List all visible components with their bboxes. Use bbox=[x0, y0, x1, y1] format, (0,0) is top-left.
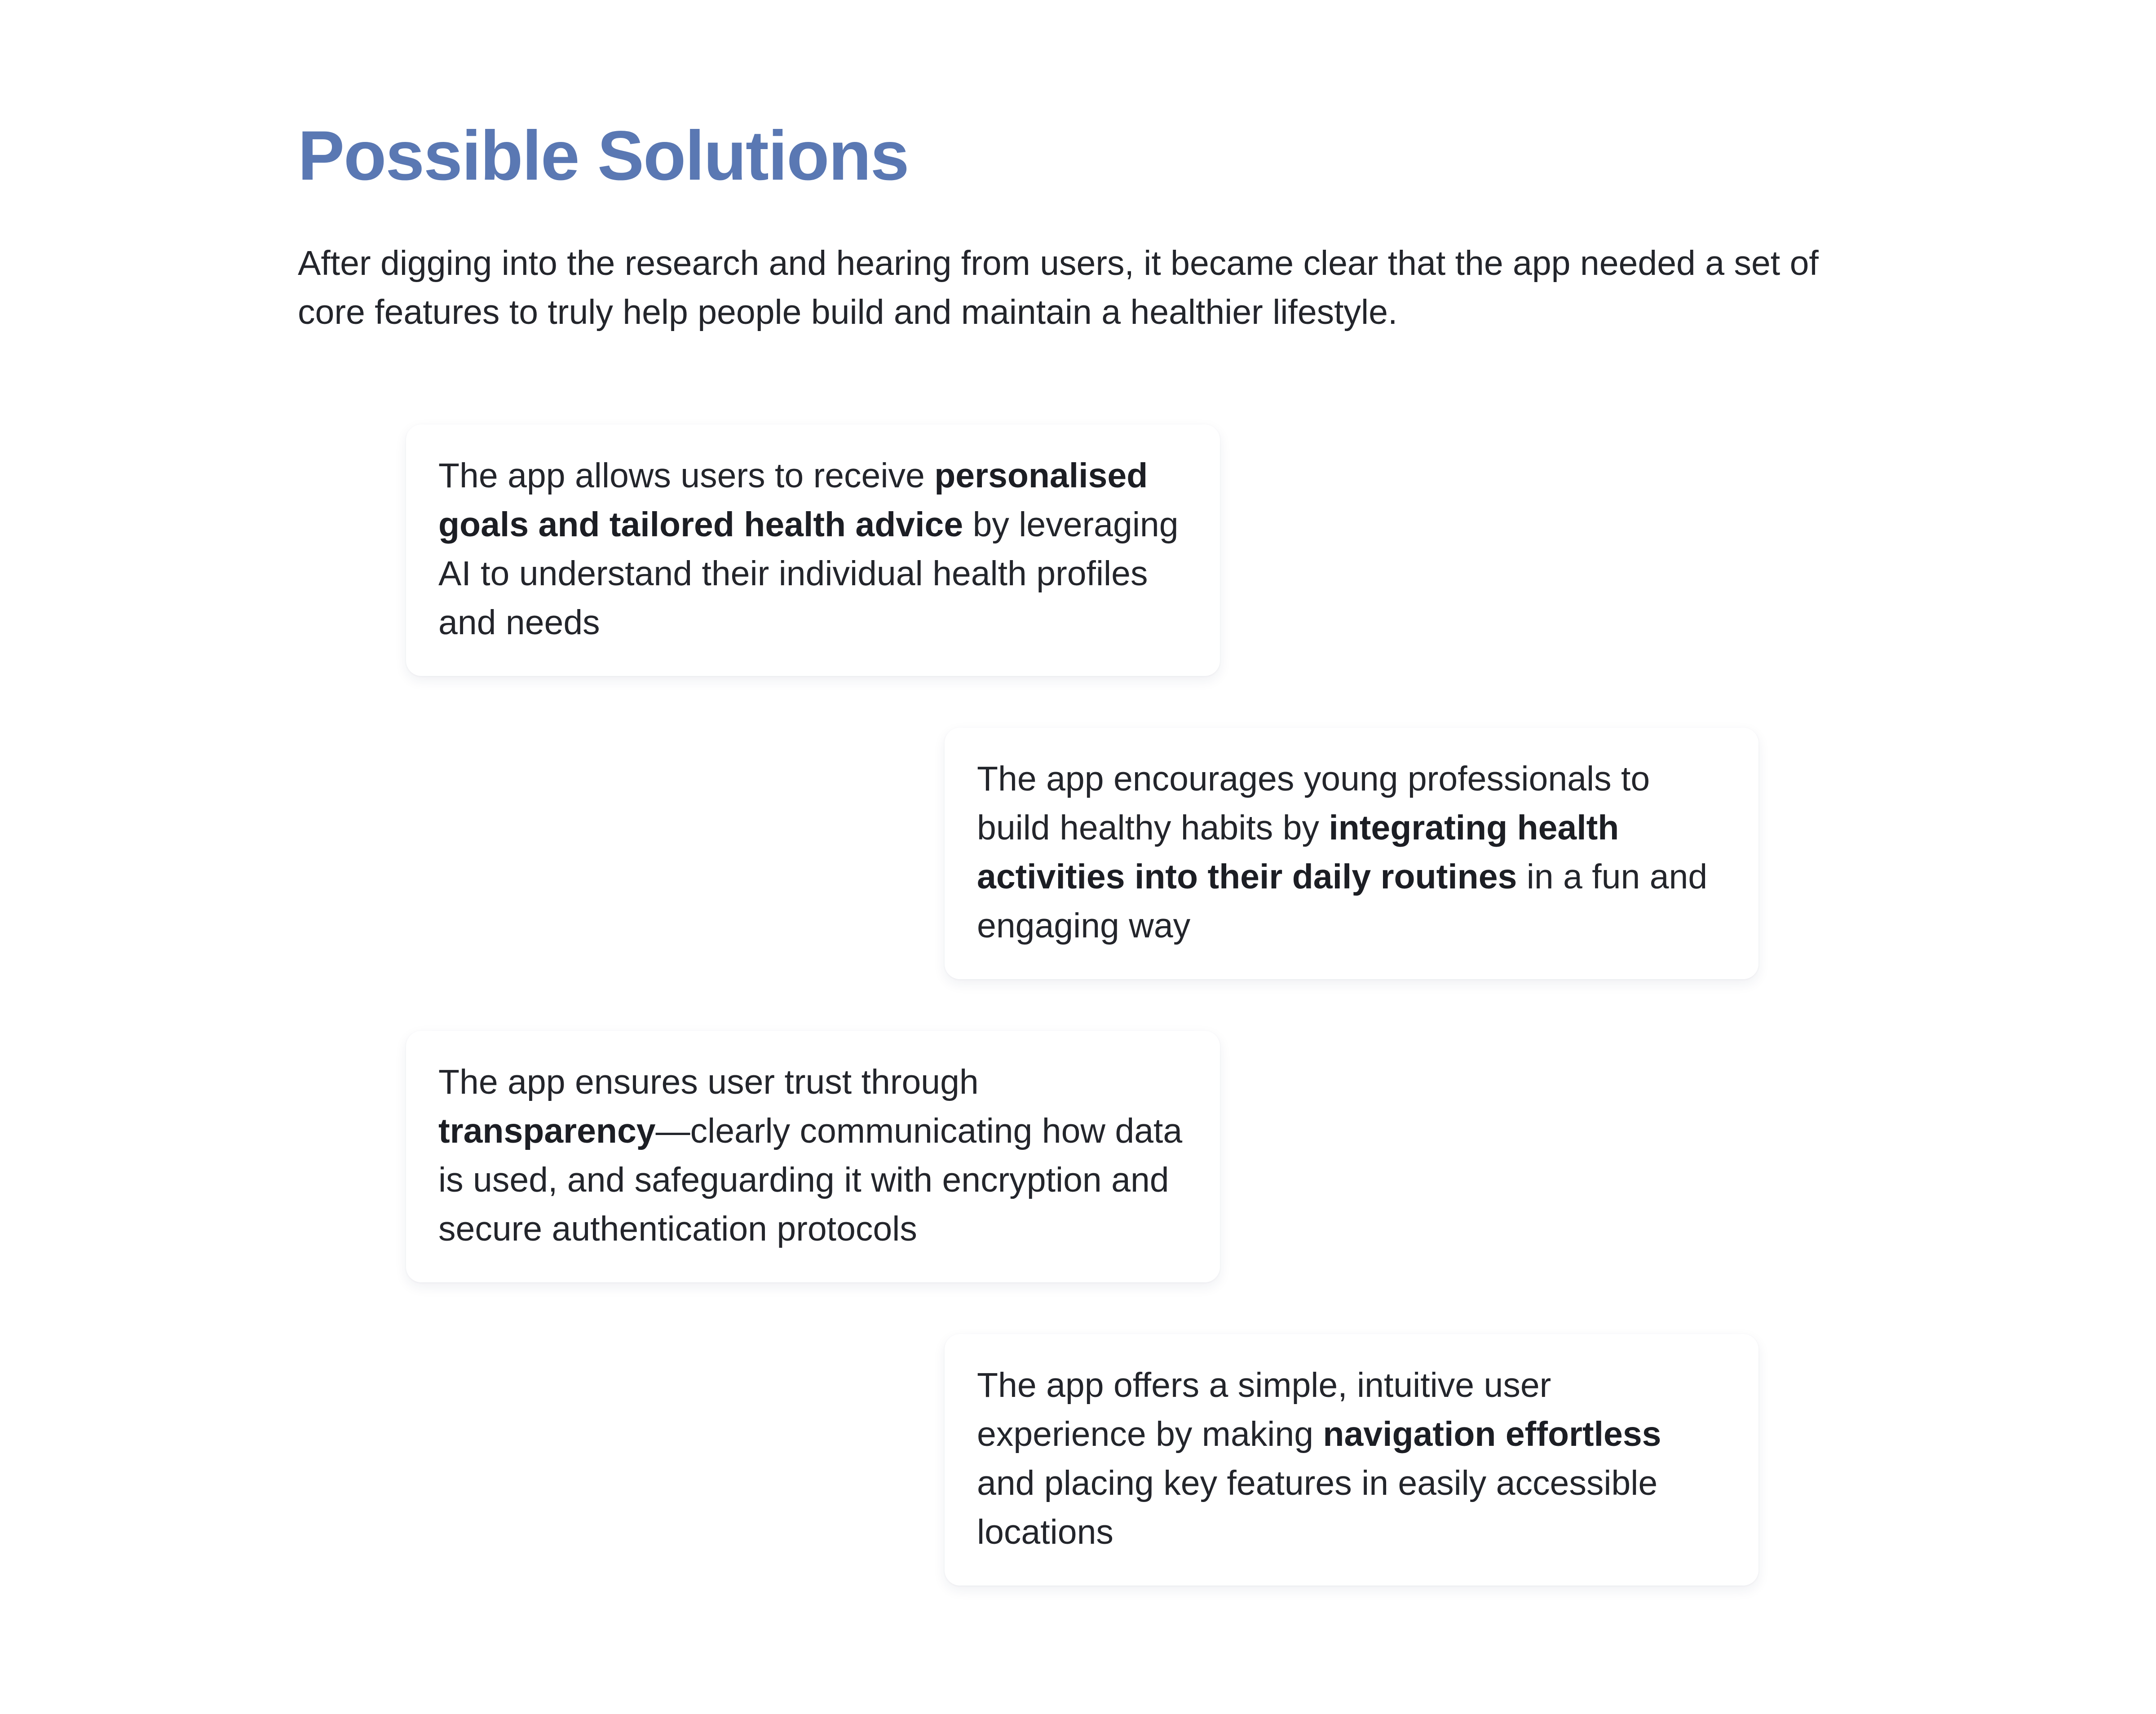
card-text-regular: The app ensures user trust through bbox=[438, 1063, 979, 1101]
card-text-highlight: personalised goals and tailored health advice bbox=[438, 456, 1148, 544]
solution-card-transparency bbox=[406, 1031, 1220, 1282]
card-text-highlight: transparency bbox=[438, 1112, 656, 1150]
solution-card-text bbox=[438, 451, 1188, 647]
card-text-regular: and placing key features in easily accessible locations bbox=[977, 1464, 1658, 1551]
solution-card-healthy-habits bbox=[945, 728, 1758, 979]
intro-paragraph: After digging into the research and hearing from users, it became clear that the app needed a set of core features to truly help people build and maintain a healthier lifestyle. bbox=[298, 244, 1819, 331]
solution-card-text bbox=[438, 1058, 1188, 1254]
solution-card-personalised-goals bbox=[406, 424, 1220, 676]
page-title: Possible Solutions bbox=[298, 117, 909, 195]
card-text-highlight: integrating health activities into their daily routines bbox=[977, 808, 1619, 896]
card-text-regular: The app encourages young professionals to build healthy habits by bbox=[977, 760, 1650, 847]
solution-card-text bbox=[977, 755, 1726, 950]
solution-card-text bbox=[977, 1361, 1726, 1557]
card-text-regular: —clearly communicating how data is used, and safeguarding it with encryption and secure authentication protocols bbox=[438, 1112, 1183, 1248]
solution-card-navigation bbox=[945, 1334, 1758, 1586]
card-text-regular: by leveraging AI to understand their individual health profiles and needs bbox=[438, 505, 1179, 642]
card-text-highlight: navigation effortless bbox=[1323, 1415, 1661, 1453]
card-text-regular: in a fun and engaging way bbox=[977, 857, 1708, 945]
card-text-regular: The app allows users to receive bbox=[438, 456, 935, 495]
card-text-regular: The app offers a simple, intuitive user experience by making bbox=[977, 1366, 1551, 1453]
